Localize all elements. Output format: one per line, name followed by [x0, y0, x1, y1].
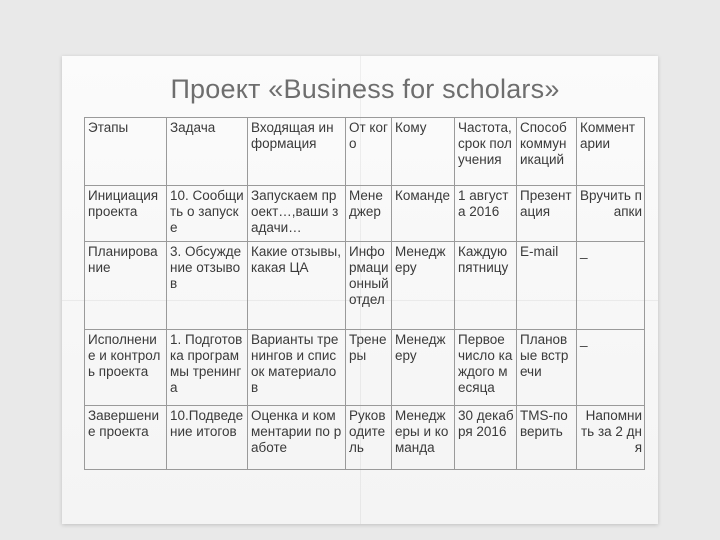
header-stages: Этапы	[85, 118, 167, 186]
table-header-row	[85, 118, 645, 186]
header-incoming-info: Входящая информация	[248, 118, 346, 186]
cell-comment: Напомнить за 2 дня	[577, 406, 645, 470]
page-title: Проект «Business for scholars»	[170, 74, 560, 104]
cell-from: Тренеры	[346, 330, 392, 406]
cell-comment: Вручить папки	[577, 186, 645, 242]
header-frequency: Частота, срок получения	[455, 118, 517, 186]
table-row	[85, 330, 645, 406]
cell-to: Менеджеры и команда	[392, 406, 455, 470]
table-row	[85, 186, 645, 242]
cell-stage: Инициация проекта	[85, 186, 167, 242]
cell-to: Менеджеру	[392, 330, 455, 406]
cell-task: 10. Сообщить о запуске	[167, 186, 248, 242]
cell-method: Презентация	[517, 186, 577, 242]
cell-frequency: 1 августа 2016	[455, 186, 517, 242]
header-task: Задача	[167, 118, 248, 186]
cell-frequency: Каждую пятницу	[455, 242, 517, 330]
header-to: Кому	[392, 118, 455, 186]
project-table	[84, 117, 645, 470]
cell-to: Команде	[392, 186, 455, 242]
header-method: Способ коммуникаций	[517, 118, 577, 186]
cell-info: Оценка и комментарии по работе	[248, 406, 346, 470]
cell-task: 10.Подведение итогов	[167, 406, 248, 470]
cell-method: E-mail	[517, 242, 577, 330]
cell-stage: Планирование	[85, 242, 167, 330]
cell-task: 1. Подготовка программы тренинга	[167, 330, 248, 406]
cell-comment: _	[577, 242, 645, 330]
cell-to: Менеджеру	[392, 242, 455, 330]
cell-info: Запускаем проект…,ваши задачи…	[248, 186, 346, 242]
cell-task: 3. Обсуждение отзывов	[167, 242, 248, 330]
cell-frequency: 30 декабря 2016	[455, 406, 517, 470]
cell-from: Руководитель	[346, 406, 392, 470]
header-comments: Комментарии	[577, 118, 645, 186]
cell-method: TMS-поверить	[517, 406, 577, 470]
table-row	[85, 242, 645, 330]
cell-method: Плановые встречи	[517, 330, 577, 406]
cell-stage: Исполнение и контроль проекта	[85, 330, 167, 406]
header-from: От кого	[346, 118, 392, 186]
cell-from: Менеджер	[346, 186, 392, 242]
cell-stage: Завершение проекта	[85, 406, 167, 470]
cell-from: Информационный отдел	[346, 242, 392, 330]
cell-info: Варианты тренингов и список материалов	[248, 330, 346, 406]
cell-frequency: Первое число каждого месяца	[455, 330, 517, 406]
table-row	[85, 406, 645, 470]
cell-info: Какие отзывы, какая ЦА	[248, 242, 346, 330]
cell-comment: _	[577, 330, 645, 406]
